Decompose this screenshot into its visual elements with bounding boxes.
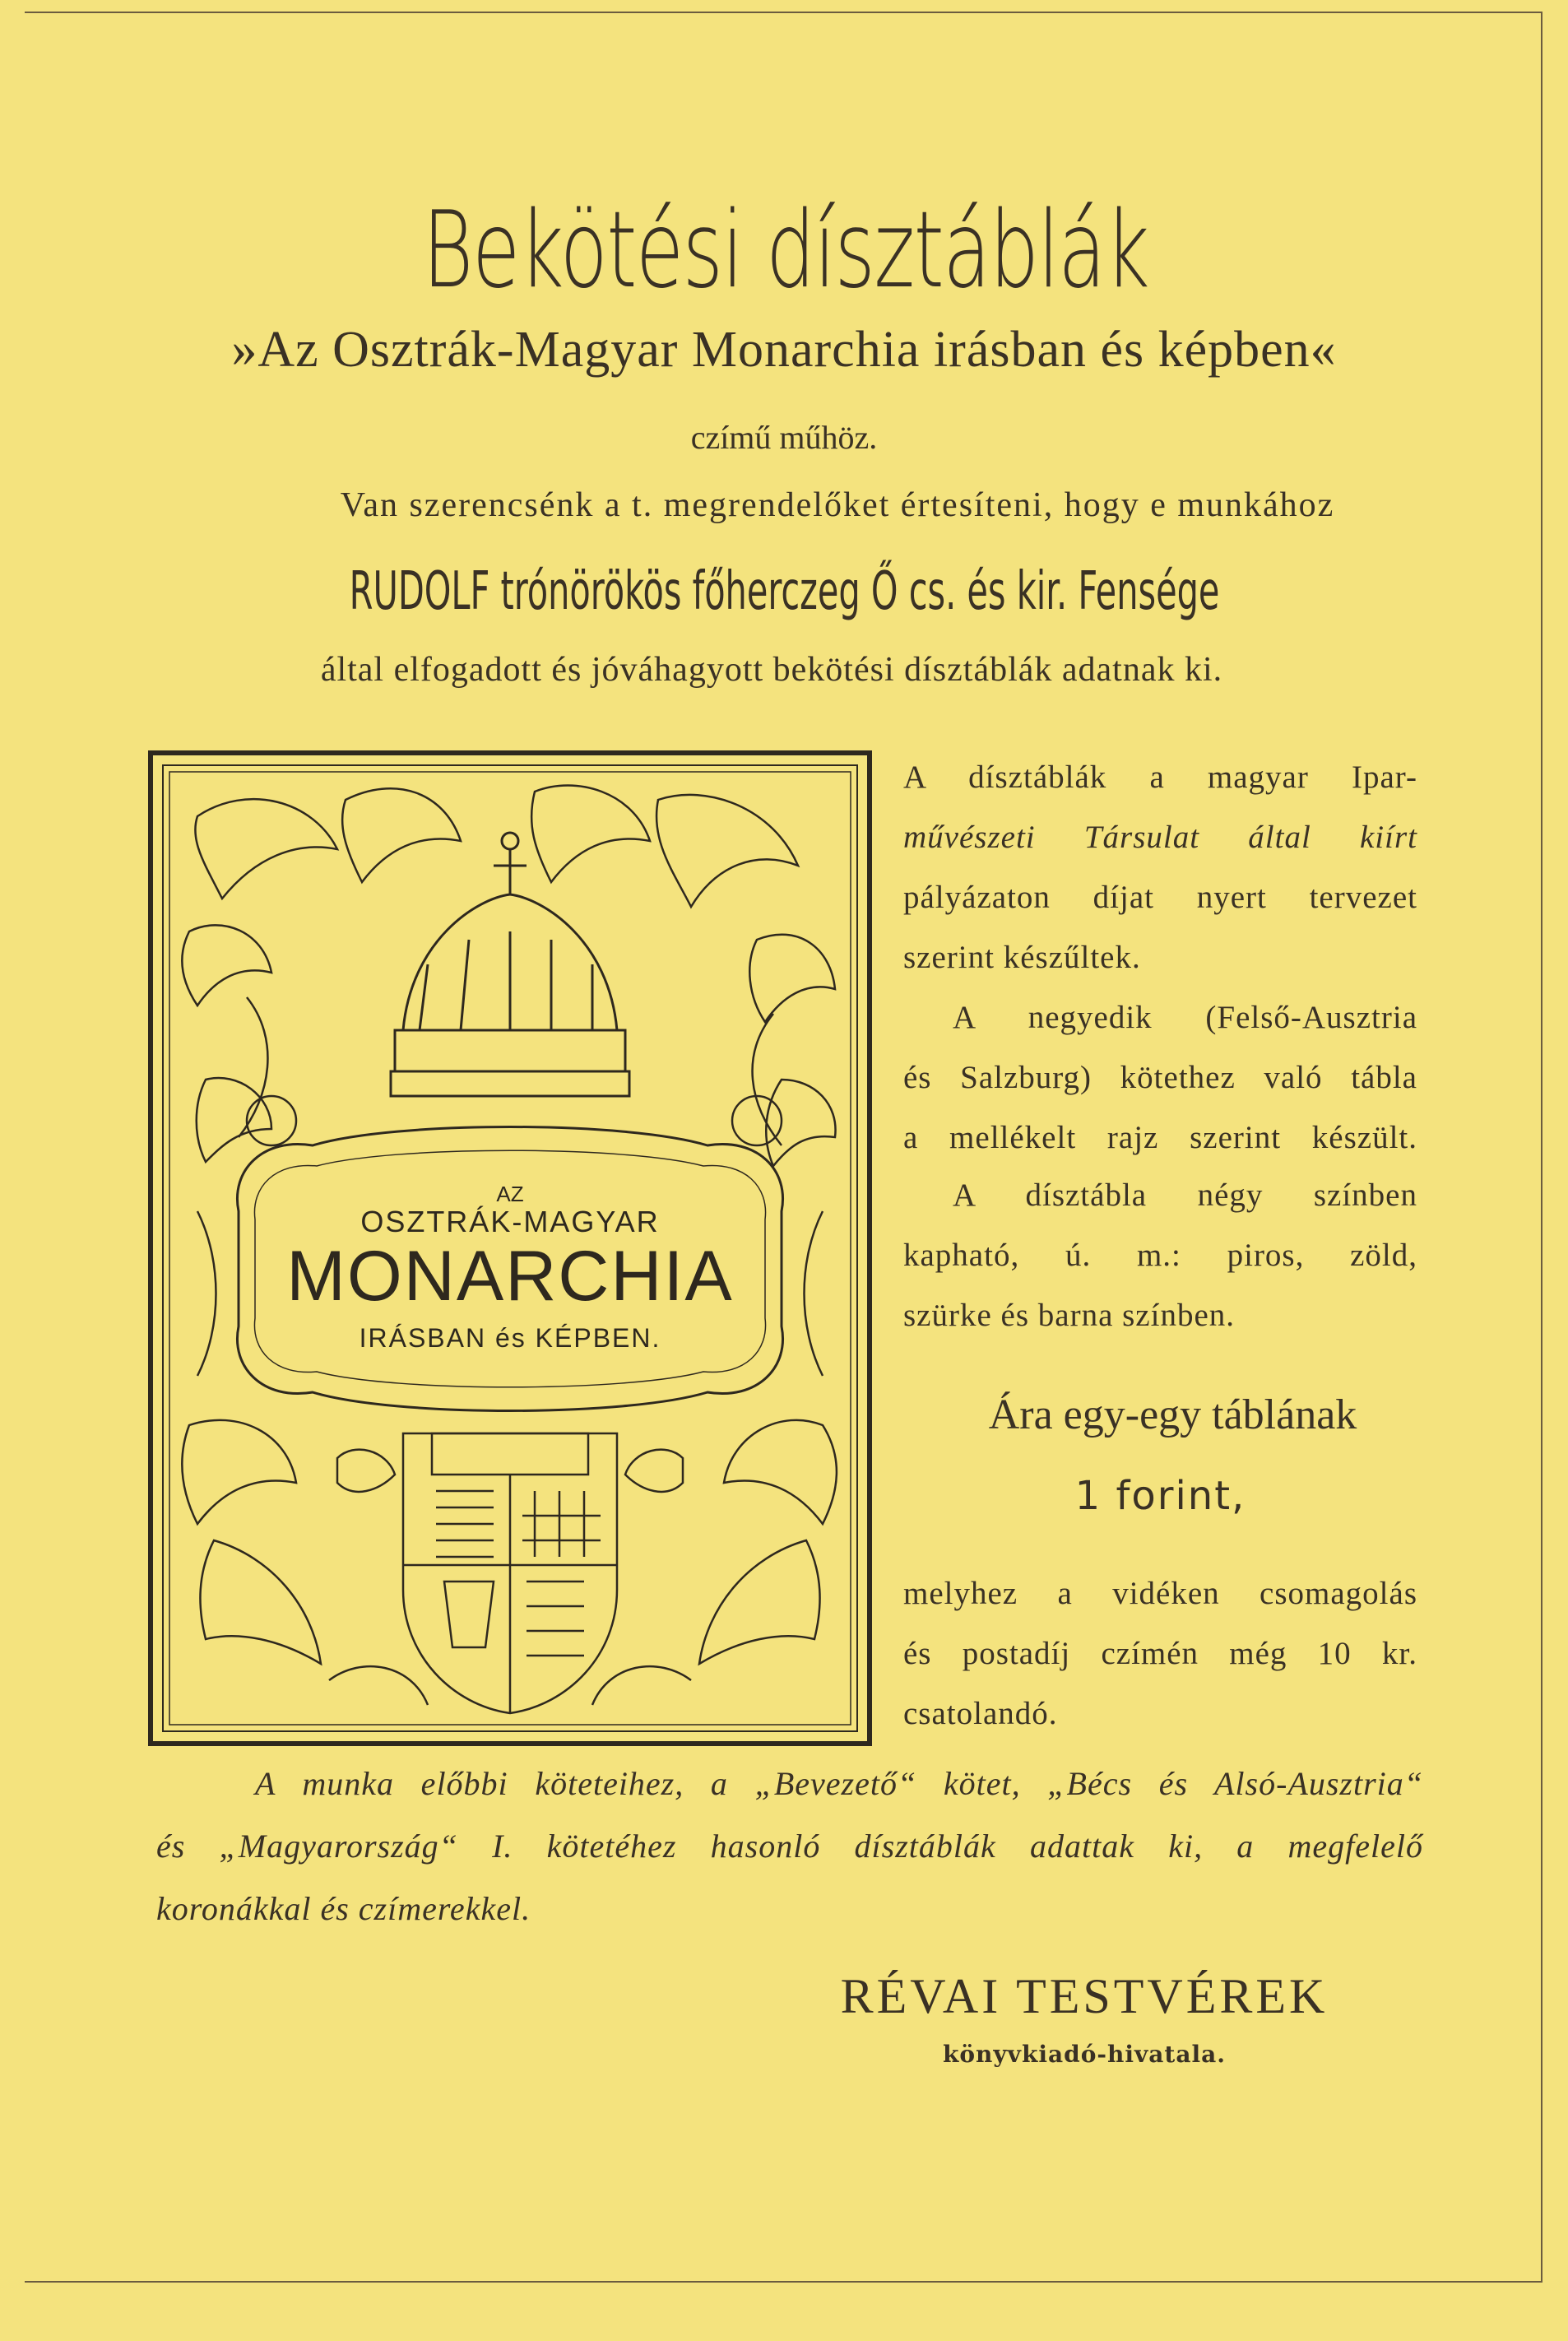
description-paragraph-1 [903, 747, 1417, 987]
intro-line-3: által elfogadott és jóváhagyott bekötési dísztáblák adatnak ki. [320, 651, 1223, 689]
publisher-name: RÉVAI TESTVÉREK [840, 1969, 1329, 2023]
description-line: szerint készűltek. [903, 940, 1141, 975]
description-line: A negyedik (Felső-Ausztria [953, 1000, 1417, 1035]
description-line: A dísztáblák a magyar Ipar- [903, 759, 1417, 795]
coat-of-arms-icon [337, 1433, 683, 1713]
description-line: művészeti Társulat által kiírt [903, 820, 1417, 855]
page-title: Bekötési dísztáblák [422, 189, 1149, 312]
price-label: Ára egy-egy táblának [988, 1391, 1357, 1438]
description-line: szürke és barna színben. [903, 1298, 1236, 1333]
price-note [903, 1563, 1417, 1744]
price-note-line: és postadíj czímén még 10 kr. [903, 1636, 1417, 1671]
description-line: A dísztábla négy színben [953, 1177, 1417, 1213]
cover-illustration [148, 750, 872, 1746]
price-note-line: melyhez a vidéken csomagolás [903, 1576, 1417, 1611]
description-line: kapható, ú. m.: piros, zöld, [903, 1238, 1417, 1273]
price-value: 1 forint, [1074, 1473, 1246, 1519]
cover-label-bottom: IRÁSBAN és KÉPBEN. [359, 1323, 661, 1353]
cover-label-top: OSZTRÁK-MAGYAR [360, 1205, 660, 1238]
price-note-line: csatolandó. [903, 1696, 1058, 1731]
for-work-line: czímű műhöz. [690, 419, 878, 456]
crown-icon [391, 833, 629, 1096]
cover-label-az: AZ [496, 1182, 524, 1206]
earlier-volumes-line: és „Magyarország“ I. kötetéhez hasonló dísztáblák adattak ki, a megfelelő [156, 1828, 1423, 1865]
publisher-subtitle: könyvkiadó-hivatala. [942, 2041, 1227, 2068]
earlier-volumes-line: koronákkal és czímerekkel. [156, 1890, 531, 1927]
intro-line-2: RUDOLF trónörökös főherczeg Ő cs. és kir. Fensége [349, 561, 1220, 622]
description-paragraph-3 [903, 1165, 1417, 1345]
description-line: és Salzburg) kötethez való tábla [903, 1060, 1417, 1095]
cover-label-main: MONARCHIA [286, 1237, 734, 1316]
description-line: a mellékelt rajz szerint készült. [903, 1120, 1417, 1155]
description-paragraph-2 [903, 987, 1417, 1168]
earlier-volumes-line: A munka előbbi köteteihez, a „Bevezető“ kötet, „Bécs és Alsó-Ausztria“ [255, 1765, 1423, 1802]
intro-line-1: Van szerencsénk a t. megrendelőket értesíteni, hogy e munkához [340, 486, 1335, 524]
work-title: »Az Osztrák-Magyar Monarchia irásban és képben« [231, 322, 1337, 378]
description-line: pályázaton díjat nyert tervezet [903, 880, 1417, 915]
earlier-volumes-note [156, 1753, 1423, 1940]
